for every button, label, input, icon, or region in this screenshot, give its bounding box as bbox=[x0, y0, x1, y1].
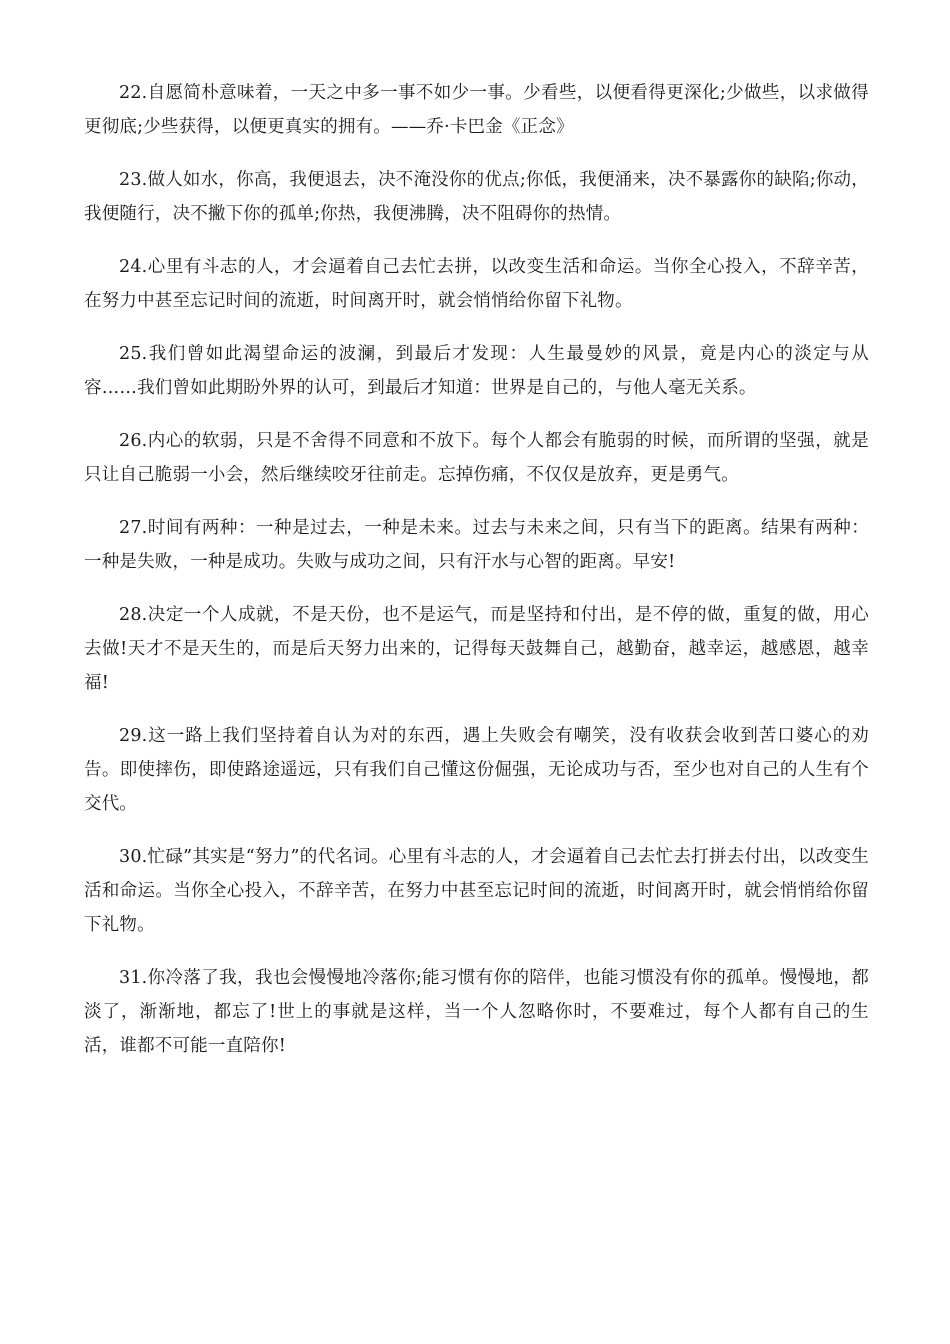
paragraph-text: 时间有两种：一种是过去，一种是未来。过去与未来之间，只有当下的距离。结果有两种：一种是失败，一种是成功。失败与成功之间，只有汗水与心智的距离。早安! bbox=[84, 518, 869, 572]
quote-paragraph-24 bbox=[84, 250, 869, 318]
paragraph-number: 29. bbox=[119, 726, 148, 746]
quote-paragraph-22 bbox=[84, 76, 869, 144]
paragraph-number: 31. bbox=[119, 968, 148, 988]
quote-paragraph-23 bbox=[84, 163, 869, 231]
paragraph-number: 24. bbox=[119, 257, 148, 277]
paragraph-text: 心里有斗志的人，才会逼着自己去忙去拼，以改变生活和命运。当你全心投入，不辞辛苦，在努力中甚至忘记时间的流逝，时间离开时，就会悄悄给你留下礼物。 bbox=[84, 257, 869, 311]
paragraph-text: 你冷落了我，我也会慢慢地冷落你;能习惯有你的陪伴，也能习惯没有你的孤单。慢慢地，都淡了，渐渐地，都忘了!世上的事就是这样，当一个人忽略你时，不要难过，每个人都有自己的生活，谁都不可能一直陪你! bbox=[84, 968, 869, 1056]
paragraph-text: 自愿简朴意味着，一天之中多一事不如少一事。少看些，以便看得更深化;少做些，以求做得更彻底;少些获得，以便更真实的拥有。——乔·卡巴金《正念》 bbox=[84, 83, 869, 137]
paragraph-text: 这一路上我们坚持着自认为对的东西，遇上失败会有嘲笑，没有收获会收到苦口婆心的劝告。即使摔伤，即使路途遥远，只有我们自己懂这份倔强，无论成功与否，至少也对自己的人生有个交代。 bbox=[84, 726, 869, 814]
paragraph-text: 做人如水，你高，我便退去，决不淹没你的优点;你低，我便涌来，决不暴露你的缺陷;你动，我便随行，决不撇下你的孤单;你热，我便沸腾，决不阻碍你的热情。 bbox=[84, 170, 869, 224]
paragraph-text: 决定一个人成就，不是天份，也不是运气，而是坚持和付出，是不停的做，重复的做，用心去做!天才不是天生的，而是后天努力出来的，记得每天鼓舞自己，越勤奋，越幸运，越感恩，越幸福! bbox=[84, 605, 869, 693]
paragraph-number: 25. bbox=[119, 344, 148, 364]
paragraph-number: 23. bbox=[119, 170, 148, 190]
paragraph-text: 忙碌”其实是“努力”的代名词。心里有斗志的人，才会逼着自己去忙去打拼去付出，以改变生活和命运。当你全心投入，不辞辛苦，在努力中甚至忘记时间的流逝，时间离开时，就会悄悄给你留下礼物。 bbox=[84, 847, 869, 935]
paragraph-text: 我们曾如此渴望命运的波澜，到最后才发现：人生最曼妙的风景，竟是内心的淡定与从容……我们曾如此期盼外界的认可，到最后才知道：世界是自己的，与他人毫无关系。 bbox=[84, 344, 869, 398]
paragraph-number: 22. bbox=[119, 83, 148, 103]
paragraph-number: 28. bbox=[119, 605, 148, 625]
quote-paragraph-25 bbox=[84, 337, 869, 405]
quote-paragraph-27 bbox=[84, 511, 869, 579]
quote-paragraph-29 bbox=[84, 719, 869, 821]
document-page bbox=[84, 76, 869, 1082]
quote-paragraph-28 bbox=[84, 598, 869, 700]
quote-paragraph-26 bbox=[84, 424, 869, 492]
quote-paragraph-30 bbox=[84, 840, 869, 942]
paragraph-number: 27. bbox=[119, 518, 148, 538]
paragraph-number: 26. bbox=[119, 431, 148, 451]
quote-paragraph-31 bbox=[84, 961, 869, 1063]
paragraph-number: 30. bbox=[119, 847, 148, 867]
paragraph-text: 内心的软弱，只是不舍得不同意和不放下。每个人都会有脆弱的时候，而所谓的坚强，就是只让自己脆弱一小会，然后继续咬牙往前走。忘掉伤痛，不仅仅是放弃，更是勇气。 bbox=[84, 431, 869, 485]
